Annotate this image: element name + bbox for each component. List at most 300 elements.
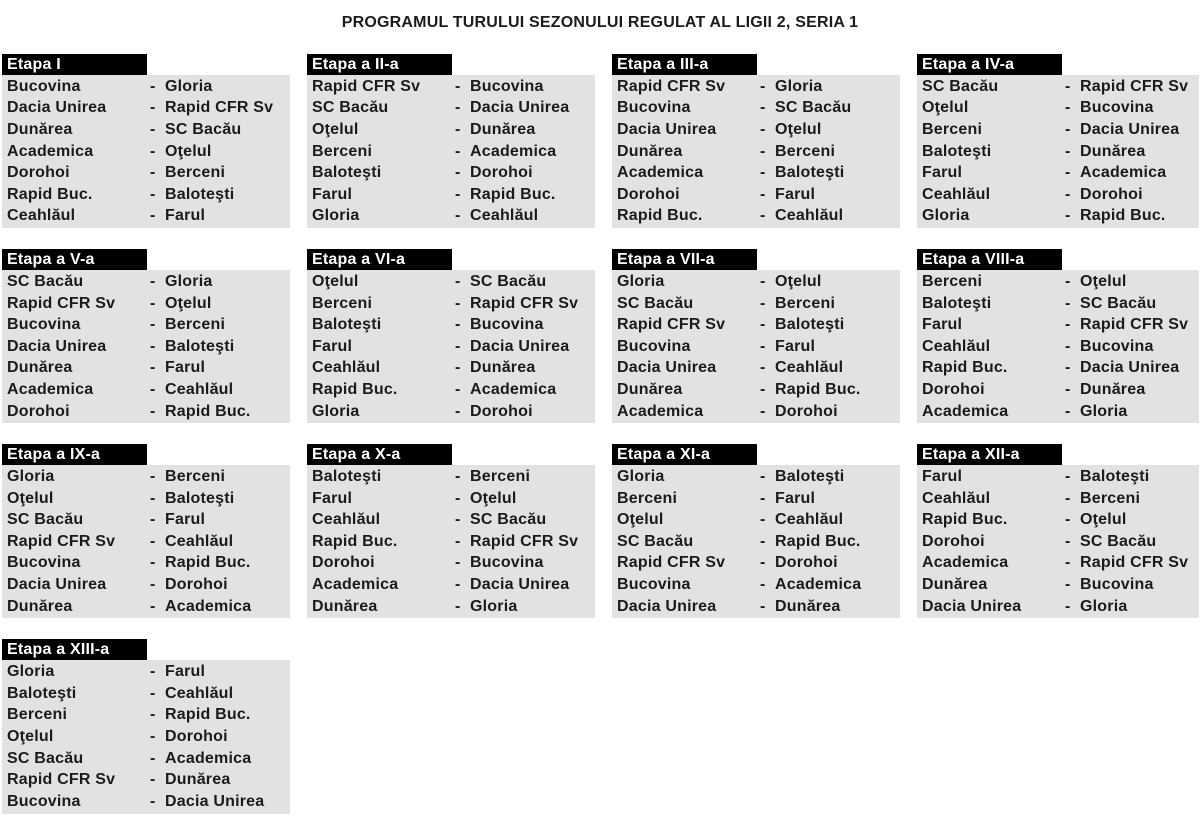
round-header — [307, 444, 452, 465]
home-team: SC Bacău — [617, 532, 694, 550]
match-separator: - — [1065, 402, 1071, 420]
match-separator: - — [150, 792, 156, 810]
away-team: Bucovina — [470, 316, 544, 334]
away-team: Dunărea — [775, 597, 841, 615]
round-block — [2, 54, 290, 228]
home-team: Dunărea — [617, 142, 683, 160]
home-team: Dunărea — [922, 576, 988, 594]
home-team: Rapid Buc. — [312, 532, 398, 550]
round-block — [2, 639, 290, 813]
away-team: Dunărea — [165, 771, 231, 789]
home-team: Rapid CFR Sv — [7, 532, 116, 550]
home-team: Ceahlăul — [922, 185, 991, 203]
home-team: Baloteşti — [922, 142, 992, 160]
match-separator: - — [760, 380, 766, 398]
away-team: Rapid Buc. — [1080, 207, 1166, 225]
match-row — [7, 98, 290, 120]
away-team: Academica — [165, 749, 252, 767]
round-block — [612, 54, 900, 228]
match-row — [617, 488, 900, 510]
home-team: Dorohoi — [922, 380, 985, 398]
match-row — [922, 358, 1199, 380]
match-row — [617, 98, 900, 120]
round-label: Etapa a XI-a — [617, 446, 711, 464]
home-team: Berceni — [312, 294, 373, 312]
away-team: Dunărea — [1080, 142, 1146, 160]
match-row — [617, 76, 900, 98]
home-team: Bucovina — [7, 316, 81, 334]
away-team: Dacia Unirea — [470, 99, 570, 117]
match-separator: - — [455, 120, 461, 138]
match-row — [7, 141, 290, 163]
away-team: Berceni — [775, 142, 836, 160]
match-row — [7, 293, 290, 315]
home-team: Ceahlăul — [312, 359, 381, 377]
away-team: Rapid CFR Sv — [165, 99, 274, 117]
away-team: Ceahlăul — [470, 207, 539, 225]
match-separator: - — [1065, 294, 1071, 312]
away-team: Farul — [165, 359, 206, 377]
match-separator: - — [455, 207, 461, 225]
match-separator: - — [150, 142, 156, 160]
home-team: Oţelul — [922, 99, 969, 117]
home-team: Rapid CFR Sv — [617, 554, 726, 572]
away-team: Gloria — [1080, 597, 1128, 615]
match-separator: - — [455, 468, 461, 486]
match-separator: - — [760, 359, 766, 377]
home-team: Dunărea — [312, 597, 378, 615]
match-separator: - — [1065, 468, 1071, 486]
home-team: Baloteşti — [7, 684, 77, 702]
home-team: Baloteşti — [312, 316, 382, 334]
home-team: Gloria — [7, 663, 55, 681]
home-team: Rapid CFR Sv — [617, 316, 726, 334]
home-team: Dacia Unirea — [922, 597, 1022, 615]
match-row — [312, 141, 595, 163]
away-team: Berceni — [165, 164, 226, 182]
round-matches — [917, 270, 1199, 423]
away-team: Bucovina — [470, 554, 544, 572]
home-team: Dunărea — [617, 380, 683, 398]
schedule-page — [0, 14, 1200, 814]
match-row — [312, 488, 595, 510]
away-team: Gloria — [165, 272, 213, 290]
away-team: Farul — [165, 511, 206, 529]
away-team: Academica — [775, 576, 862, 594]
away-team: Baloteşti — [165, 185, 235, 203]
home-team: Dacia Unirea — [7, 99, 107, 117]
round-label: Etapa a V-a — [7, 251, 95, 269]
match-separator: - — [1065, 489, 1071, 507]
round-matches — [2, 75, 290, 228]
home-team: Dorohoi — [7, 164, 70, 182]
match-separator: - — [455, 532, 461, 550]
round-header — [2, 249, 147, 270]
away-team: Dorohoi — [775, 554, 838, 572]
away-team: SC Bacău — [165, 120, 242, 138]
home-team: Dacia Unirea — [617, 120, 717, 138]
away-team: Ceahlăul — [165, 532, 234, 550]
home-team: Rapid Buc. — [922, 359, 1008, 377]
away-team: Rapid Buc. — [165, 706, 251, 724]
round-label: Etapa a VII-a — [617, 251, 715, 269]
match-row — [312, 574, 595, 596]
home-team: Farul — [922, 164, 963, 182]
home-team: Baloteşti — [922, 294, 992, 312]
match-row — [922, 293, 1199, 315]
home-team: Oţelul — [617, 511, 664, 529]
away-team: Farul — [775, 185, 816, 203]
match-row — [617, 531, 900, 553]
match-separator: - — [1065, 337, 1071, 355]
home-team: Ceahlăul — [922, 489, 991, 507]
home-team: Oţelul — [7, 489, 54, 507]
away-team: Dorohoi — [165, 728, 228, 746]
match-separator: - — [760, 185, 766, 203]
round-matches — [2, 660, 290, 813]
match-separator: - — [1065, 532, 1071, 550]
away-team: SC Bacău — [470, 511, 547, 529]
match-row — [312, 98, 595, 120]
away-team: Rapid CFR Sv — [1080, 77, 1189, 95]
match-row — [617, 162, 900, 184]
match-separator: - — [760, 120, 766, 138]
match-row — [7, 574, 290, 596]
match-separator: - — [455, 489, 461, 507]
away-team: Bucovina — [1080, 576, 1154, 594]
match-row — [312, 184, 595, 206]
match-row — [7, 791, 290, 813]
match-row — [312, 119, 595, 141]
away-team: Oţelul — [775, 272, 822, 290]
home-team: Dorohoi — [922, 532, 985, 550]
match-separator: - — [1065, 272, 1071, 290]
round-label: Etapa a XIII-a — [7, 641, 110, 659]
match-row — [617, 119, 900, 141]
match-separator: - — [455, 337, 461, 355]
match-row — [7, 358, 290, 380]
match-row — [922, 336, 1199, 358]
match-row — [312, 336, 595, 358]
match-separator: - — [150, 77, 156, 95]
match-separator: - — [760, 576, 766, 594]
home-team: Dorohoi — [617, 185, 680, 203]
match-separator: - — [760, 77, 766, 95]
away-team: Gloria — [165, 77, 213, 95]
match-separator: - — [1065, 359, 1071, 377]
match-row — [617, 510, 900, 532]
match-separator: - — [455, 77, 461, 95]
match-separator: - — [760, 337, 766, 355]
home-team: Gloria — [7, 468, 55, 486]
match-row — [7, 596, 290, 618]
match-row — [617, 184, 900, 206]
match-row — [7, 488, 290, 510]
home-team: SC Bacău — [7, 749, 84, 767]
away-team: Rapid Buc. — [775, 380, 861, 398]
round-label: Etapa a IV-a — [922, 56, 1015, 73]
away-team: Oţelul — [470, 489, 517, 507]
match-row — [312, 271, 595, 293]
home-team: Rapid CFR Sv — [617, 77, 726, 95]
away-team: Dacia Unirea — [1080, 120, 1180, 138]
home-team: Rapid CFR Sv — [7, 771, 116, 789]
match-row — [312, 531, 595, 553]
away-team: Dacia Unirea — [470, 576, 570, 594]
away-team: Baloteşti — [165, 489, 235, 507]
round-matches — [2, 465, 290, 618]
home-team: Ceahlăul — [312, 511, 381, 529]
match-separator: - — [455, 99, 461, 117]
round-matches — [307, 270, 595, 423]
match-row — [617, 271, 900, 293]
away-team: Ceahlăul — [775, 359, 844, 377]
match-row — [7, 336, 290, 358]
match-row — [617, 379, 900, 401]
away-team: Ceahlăul — [165, 380, 234, 398]
home-team: Rapid Buc. — [312, 380, 398, 398]
match-separator: - — [150, 749, 156, 767]
round-header — [307, 249, 452, 270]
away-team: Gloria — [775, 77, 823, 95]
home-team: Ceahlăul — [7, 207, 76, 225]
home-team: Ceahlăul — [922, 337, 991, 355]
match-row — [617, 553, 900, 575]
round-matches — [612, 465, 900, 618]
match-row — [7, 466, 290, 488]
away-team: Academica — [470, 142, 557, 160]
match-row — [922, 488, 1199, 510]
match-separator: - — [760, 554, 766, 572]
match-row — [617, 336, 900, 358]
round-matches — [307, 465, 595, 618]
match-separator: - — [760, 164, 766, 182]
round-label: Etapa I — [7, 56, 61, 73]
match-separator: - — [150, 728, 156, 746]
round-matches — [917, 465, 1199, 618]
match-row — [922, 510, 1199, 532]
home-team: Farul — [922, 468, 963, 486]
away-team: Ceahlăul — [775, 511, 844, 529]
away-team: Rapid Buc. — [470, 185, 556, 203]
away-team: Oţelul — [1080, 511, 1127, 529]
match-separator: - — [150, 684, 156, 702]
away-team: SC Bacău — [470, 272, 547, 290]
round-header — [2, 444, 147, 465]
match-row — [312, 358, 595, 380]
match-separator: - — [1065, 380, 1071, 398]
match-row — [7, 510, 290, 532]
away-team: Farul — [775, 489, 816, 507]
away-team: Farul — [775, 337, 816, 355]
match-separator: - — [1065, 142, 1071, 160]
match-separator: - — [760, 316, 766, 334]
round-block — [307, 444, 595, 618]
match-row — [7, 162, 290, 184]
match-separator: - — [760, 532, 766, 550]
home-team: Berceni — [7, 706, 68, 724]
match-row — [7, 206, 290, 228]
away-team: Berceni — [470, 468, 531, 486]
match-separator: - — [760, 511, 766, 529]
round-label: Etapa a III-a — [617, 56, 709, 73]
match-separator: - — [150, 316, 156, 334]
match-separator: - — [1065, 185, 1071, 203]
match-separator: - — [455, 597, 461, 615]
round-matches — [917, 75, 1199, 228]
match-row — [922, 379, 1199, 401]
match-separator: - — [150, 771, 156, 789]
match-row — [922, 119, 1199, 141]
round-block — [307, 249, 595, 423]
match-separator: - — [1065, 576, 1071, 594]
match-separator: - — [150, 99, 156, 117]
away-team: Farul — [165, 207, 206, 225]
match-separator: - — [1065, 207, 1071, 225]
round-header — [917, 444, 1062, 465]
home-team: Academica — [922, 554, 1009, 572]
home-team: Baloteşti — [312, 164, 382, 182]
match-row — [922, 553, 1199, 575]
match-row — [922, 141, 1199, 163]
home-team: Academica — [7, 380, 94, 398]
home-team: Rapid Buc. — [7, 185, 93, 203]
home-team: Bucovina — [617, 576, 691, 594]
round-header — [612, 54, 757, 75]
match-row — [7, 748, 290, 770]
away-team: Baloteşti — [1080, 468, 1150, 486]
match-separator: - — [150, 511, 156, 529]
match-separator: - — [760, 468, 766, 486]
home-team: Rapid Buc. — [922, 511, 1008, 529]
home-team: SC Bacău — [617, 294, 694, 312]
round-header — [612, 444, 757, 465]
home-team: Farul — [312, 185, 353, 203]
match-separator: - — [150, 663, 156, 681]
match-row — [312, 314, 595, 336]
home-team: Berceni — [312, 142, 373, 160]
home-team: Oţelul — [312, 272, 359, 290]
home-team: Farul — [312, 337, 353, 355]
match-separator: - — [150, 489, 156, 507]
match-row — [617, 206, 900, 228]
away-team: Oţelul — [165, 142, 212, 160]
away-team: Rapid CFR Sv — [470, 294, 579, 312]
match-row — [617, 596, 900, 618]
away-team: Bucovina — [1080, 337, 1154, 355]
home-team: Gloria — [617, 272, 665, 290]
away-team: Ceahlăul — [775, 207, 844, 225]
match-separator: - — [150, 468, 156, 486]
away-team: Rapid CFR Sv — [470, 532, 579, 550]
home-team: Academica — [617, 402, 704, 420]
match-separator: - — [150, 120, 156, 138]
round-matches — [307, 75, 595, 228]
match-row — [922, 184, 1199, 206]
away-team: SC Bacău — [775, 99, 852, 117]
round-label: Etapa a X-a — [312, 446, 401, 464]
round-block — [612, 249, 900, 423]
round-header — [2, 54, 147, 75]
away-team: Rapid Buc. — [775, 532, 861, 550]
home-team: Dorohoi — [312, 554, 375, 572]
match-row — [312, 510, 595, 532]
home-team: Academica — [7, 142, 94, 160]
away-team: Dunărea — [1080, 380, 1146, 398]
match-row — [7, 705, 290, 727]
away-team: Bucovina — [1080, 99, 1154, 117]
away-team: Baloteşti — [775, 468, 845, 486]
match-separator: - — [455, 576, 461, 594]
away-team: Berceni — [775, 294, 836, 312]
home-team: Bucovina — [7, 77, 81, 95]
away-team: Bucovina — [470, 77, 544, 95]
match-row — [7, 271, 290, 293]
home-team: Baloteşti — [312, 468, 382, 486]
match-row — [7, 553, 290, 575]
away-team: Oţelul — [1080, 272, 1127, 290]
match-row — [922, 574, 1199, 596]
away-team: Farul — [165, 663, 206, 681]
match-row — [7, 401, 290, 423]
match-row — [617, 358, 900, 380]
round-header — [917, 249, 1062, 270]
away-team: Baloteşti — [165, 337, 235, 355]
match-row — [922, 98, 1199, 120]
match-separator: - — [455, 164, 461, 182]
home-team: Rapid CFR Sv — [312, 77, 421, 95]
home-team: Gloria — [617, 468, 665, 486]
match-separator: - — [1065, 554, 1071, 572]
away-team: Dacia Unirea — [165, 792, 265, 810]
away-team: Rapid CFR Sv — [1080, 316, 1189, 334]
match-separator: - — [1065, 77, 1071, 95]
round-block — [917, 444, 1199, 618]
match-row — [7, 769, 290, 791]
match-separator: - — [455, 511, 461, 529]
match-separator: - — [150, 337, 156, 355]
rounds-grid — [2, 54, 1200, 814]
away-team: Dunărea — [470, 359, 536, 377]
home-team: SC Bacău — [7, 511, 84, 529]
match-separator: - — [150, 706, 156, 724]
home-team: Berceni — [617, 489, 678, 507]
match-separator: - — [1065, 316, 1071, 334]
match-row — [312, 401, 595, 423]
away-team: Dorohoi — [165, 576, 228, 594]
home-team: Dacia Unirea — [617, 359, 717, 377]
match-row — [7, 184, 290, 206]
match-separator: - — [455, 142, 461, 160]
away-team: Baloteşti — [775, 164, 845, 182]
match-row — [617, 466, 900, 488]
match-separator: - — [150, 207, 156, 225]
away-team: Berceni — [1080, 489, 1141, 507]
away-team: Oţelul — [775, 120, 822, 138]
match-row — [312, 293, 595, 315]
away-team: Rapid Buc. — [165, 402, 251, 420]
match-row — [312, 466, 595, 488]
away-team: Academica — [470, 380, 557, 398]
round-block — [307, 54, 595, 228]
home-team: Farul — [922, 316, 963, 334]
match-row — [922, 76, 1199, 98]
away-team: Dorohoi — [470, 164, 533, 182]
round-label: Etapa a IX-a — [7, 446, 101, 464]
away-team: Dorohoi — [1080, 185, 1143, 203]
match-separator: - — [150, 272, 156, 290]
away-team: Rapid Buc. — [165, 554, 251, 572]
